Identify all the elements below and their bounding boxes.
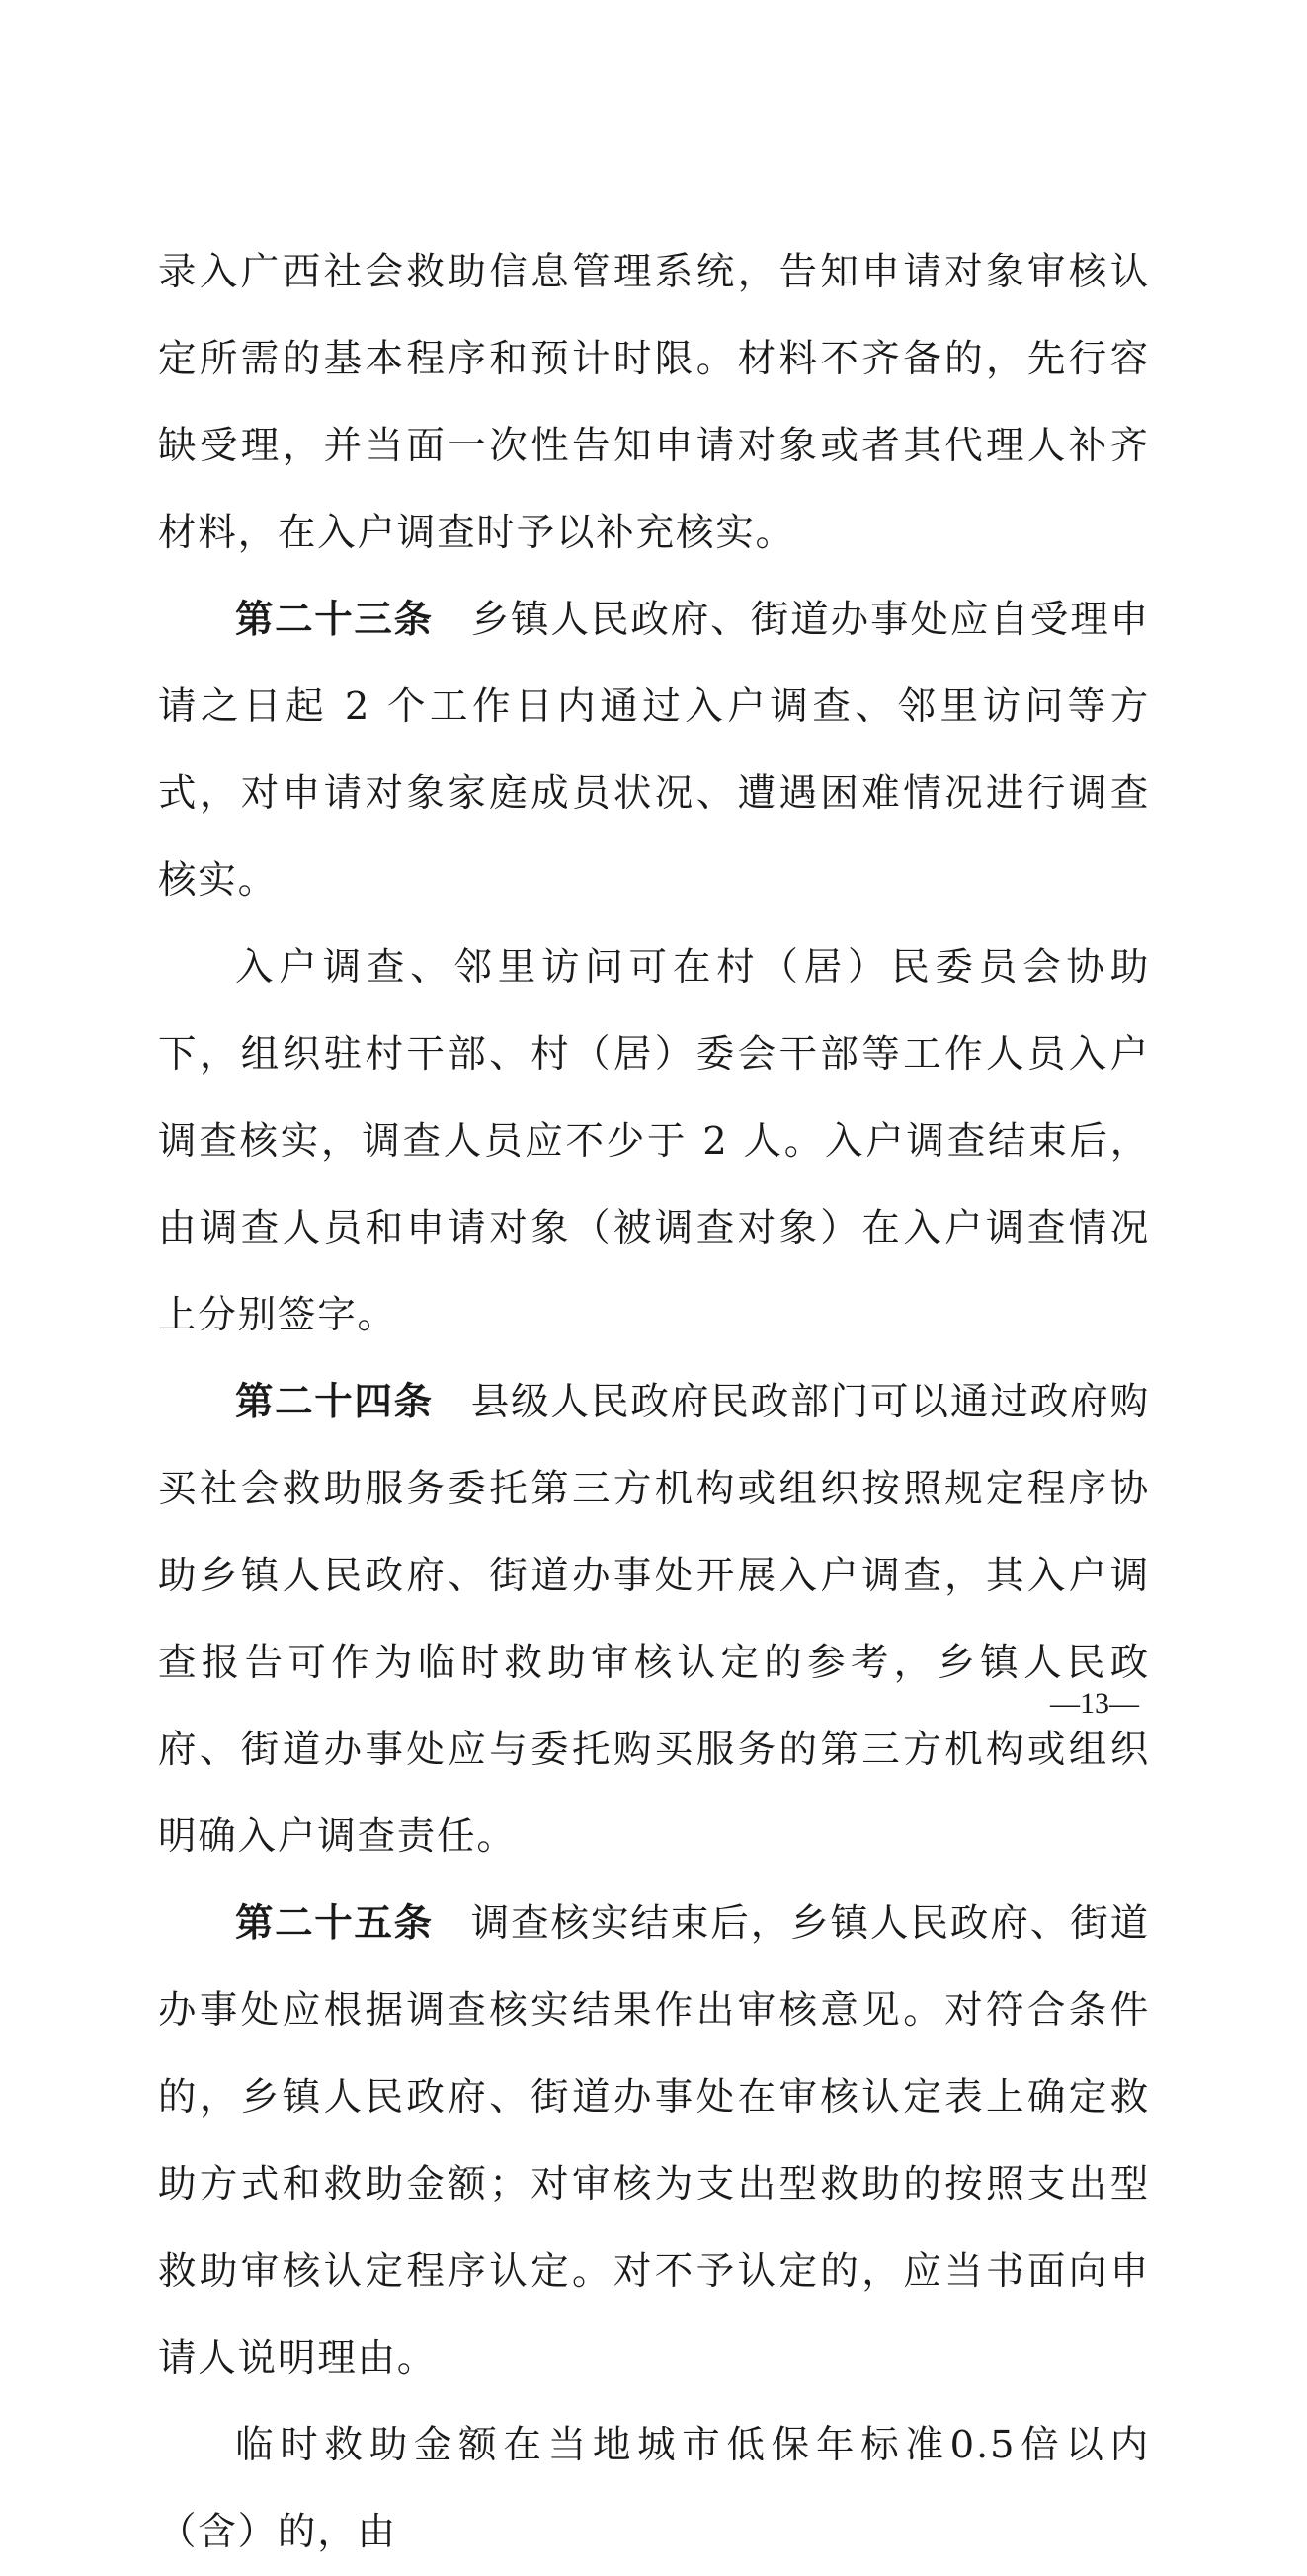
paragraph-continuation	[158, 229, 1150, 577]
article-heading: 第二十四条	[235, 1380, 434, 1424]
paragraph-text: 入户调查、邻里访问可在村（居）民委员会协助下，组织驻村干部、村（居）委会干部等工作人员入户调查核实，调查人员应不少于 2 人。入户调查结束后，由调查人员和申请对象（被调查对象）在入户调查情况上分别签字。	[158, 945, 1150, 1337]
article-heading: 第二十五条	[235, 1901, 434, 1946]
document-body	[158, 229, 1150, 2576]
page-number: —13—	[1050, 1687, 1139, 1720]
article-23	[158, 577, 1150, 925]
paragraph-text: 县级人民政府民政部门可以通过政府购买社会救助服务委托第三方机构或组织按照规定程序协助乡镇人民政府、街道办事处开展入户调查，其入户调查报告可作为临时救助审核认定的参考，乡镇人民政府、街道办事处应与委托购买服务的第三方机构或组织明确入户调查责任。	[158, 1380, 1150, 1859]
article-heading: 第二十三条	[235, 598, 434, 642]
paragraph-text: 乡镇人民政府、街道办事处应自受理申请之日起 2 个工作日内通过入户调查、邻里访问等方式，对申请对象家庭成员状况、遭遇困难情况进行调查核实。	[158, 598, 1150, 903]
article-24	[158, 1359, 1150, 1881]
paragraph-text: 调查核实结束后，乡镇人民政府、街道办事处应根据调查核实结果作出审核意见。对符合条件的，乡镇人民政府、街道办事处在审核认定表上确定救助方式和救助金额；对审核为支出型救助的按照支出型救助审核认定程序认定。对不予认定的，应当书面向申请人说明理由。	[158, 1901, 1150, 2380]
paragraph-text: 录入广西社会救助信息管理系统，告知申请对象审核认定所需的基本程序和预计时限。材料不齐备的，先行容缺受理，并当面一次性告知申请对象或者其代理人补齐材料，在入户调查时予以补充核实。	[158, 250, 1150, 555]
paragraph-text: 临时救助金额在当地城市低保年标准0.5倍以内（含）的，由	[158, 2423, 1150, 2554]
article-25	[158, 1881, 1150, 2402]
paragraph-household-survey	[158, 925, 1150, 1359]
paragraph-relief-amount	[158, 2402, 1150, 2576]
